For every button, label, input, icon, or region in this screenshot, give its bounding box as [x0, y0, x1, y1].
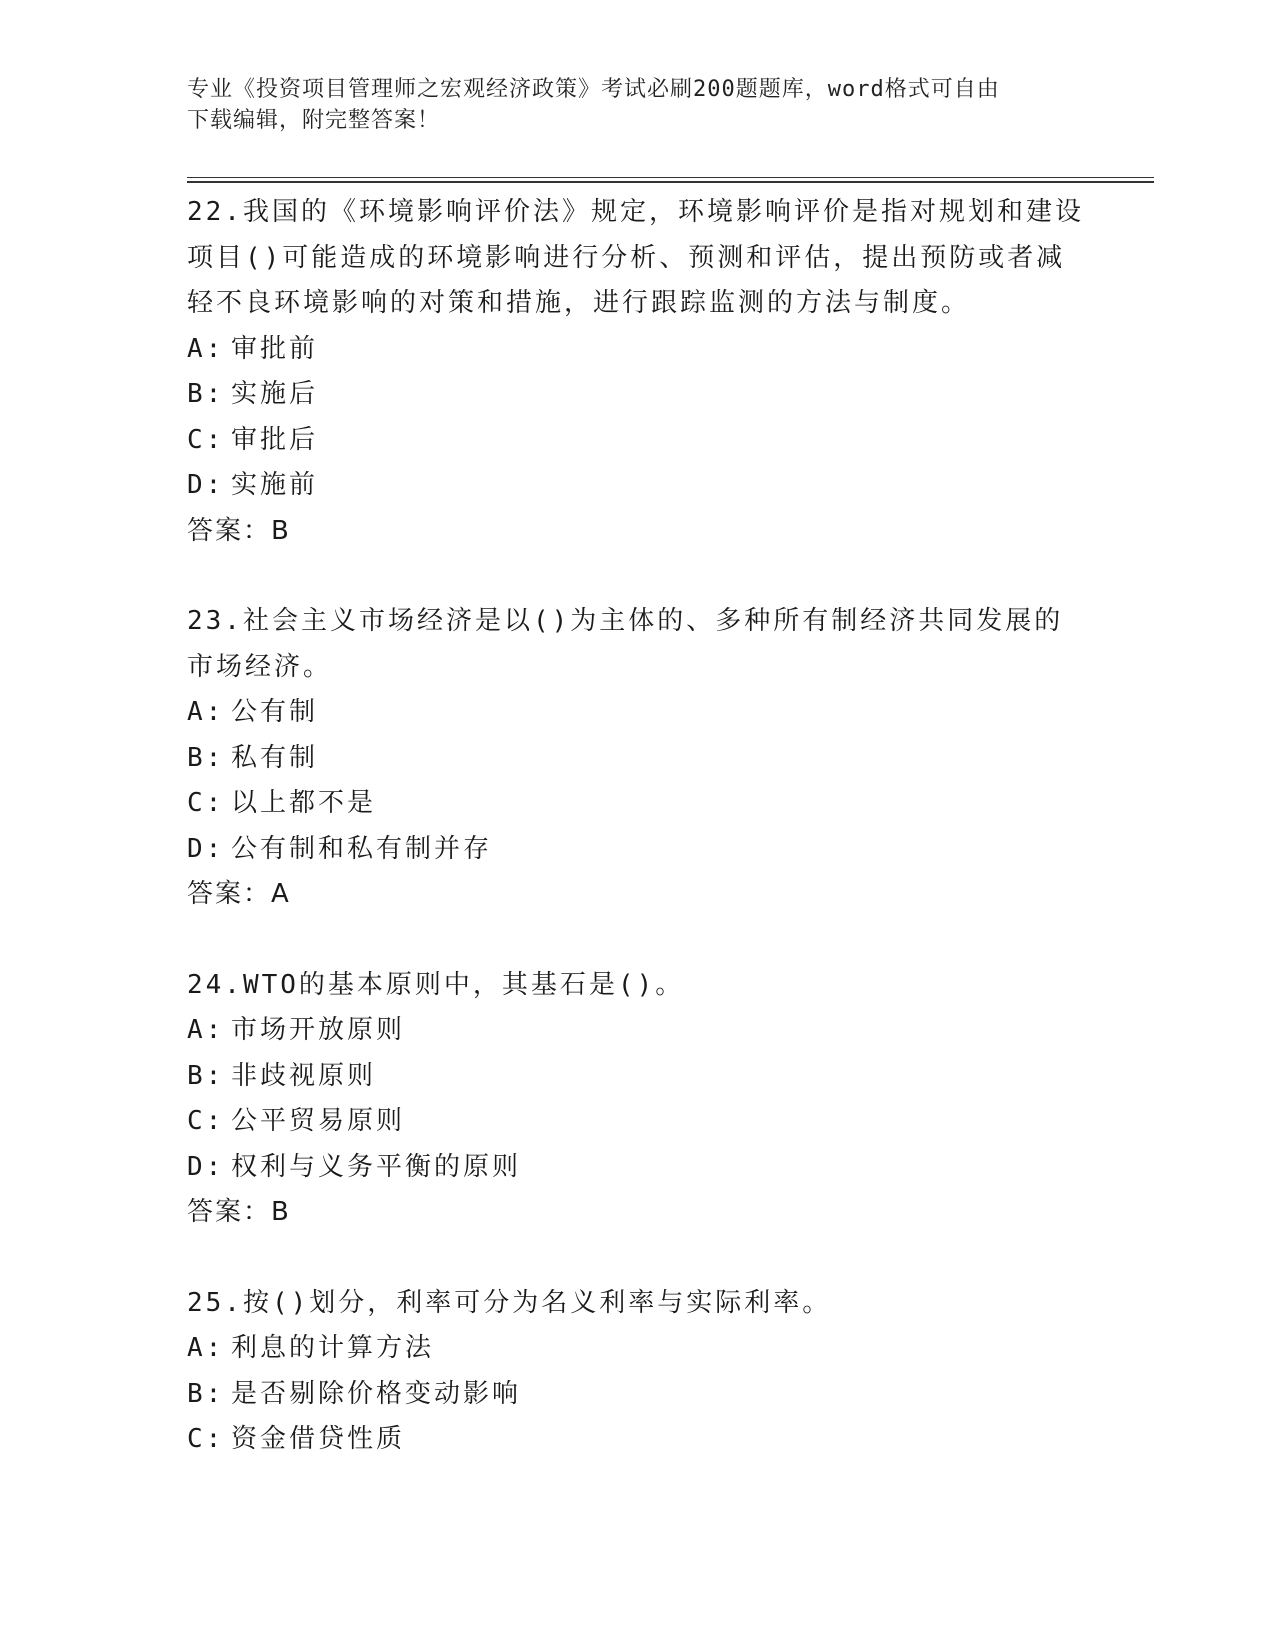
option-text: 权利与义务平衡的原则: [231, 1151, 522, 1182]
document-header: [187, 74, 1067, 136]
option-key: C:: [187, 788, 225, 818]
option-key: A:: [187, 697, 225, 727]
option-text: 是否剔除价格变动影响: [231, 1378, 522, 1409]
option-key: B:: [187, 379, 225, 409]
option-text: 资金借贷性质: [231, 1424, 406, 1454]
question-24: [187, 963, 1087, 1236]
option-key: D:: [187, 833, 225, 864]
option-b: [187, 736, 1087, 782]
option-b: [187, 1372, 1087, 1418]
option-d: [187, 827, 1087, 873]
option-key: B:: [187, 1378, 225, 1409]
question-23: [187, 599, 1087, 918]
option-key: A:: [187, 1015, 225, 1045]
header-line-2: 下载编辑，附完整答案！: [187, 108, 441, 133]
option-text: 以上都不是: [231, 788, 377, 818]
option-text: 审批后: [231, 424, 319, 455]
option-text: 公有制: [231, 697, 319, 727]
option-key: A:: [187, 1333, 225, 1363]
option-text: 利息的计算方法: [231, 1333, 435, 1363]
option-c: [187, 1417, 1087, 1463]
answer-line: 答案：B: [187, 515, 291, 546]
option-a: [187, 327, 1087, 373]
option-text: 实施后: [231, 379, 319, 409]
option-text: 公有制和私有制并存: [231, 833, 493, 864]
option-a: [187, 690, 1087, 736]
option-text: 实施前: [231, 470, 319, 500]
option-c: [187, 781, 1087, 827]
option-c: [187, 1099, 1087, 1145]
option-key: C:: [187, 424, 225, 455]
option-key: D:: [187, 470, 225, 500]
option-text: 私有制: [231, 742, 319, 773]
option-c: [187, 418, 1087, 464]
answer-line: 答案：B: [187, 1197, 291, 1227]
question-25: [187, 1281, 1087, 1463]
option-key: B:: [187, 742, 225, 773]
option-text: 审批前: [231, 333, 319, 364]
answer-line: 答案：A: [187, 879, 291, 909]
question-stem: 23.社会主义市场经济是以()为主体的、多种所有制经济共同发展的市场经济。: [187, 606, 1064, 682]
option-key: A:: [187, 333, 225, 364]
question-22: [187, 190, 1087, 554]
option-text: 市场开放原则: [231, 1015, 406, 1045]
option-b: [187, 372, 1087, 418]
option-key: B:: [187, 1060, 225, 1091]
option-a: [187, 1326, 1087, 1372]
option-text: 非歧视原则: [231, 1060, 377, 1091]
option-a: [187, 1008, 1087, 1054]
question-list: [187, 190, 1087, 1508]
option-key: C:: [187, 1424, 225, 1454]
option-key: D:: [187, 1151, 225, 1182]
option-d: [187, 1145, 1087, 1191]
header-line-1: 专业《投资项目管理师之宏观经济政策》考试必刷200题题库，word格式可自由: [187, 77, 1000, 102]
option-text: 公平贸易原则: [231, 1106, 406, 1136]
option-d: [187, 463, 1087, 509]
option-key: C:: [187, 1106, 225, 1136]
question-stem: 25.按()划分，利率可分为名义利率与实际利率。: [187, 1287, 832, 1318]
header-divider: [187, 177, 1154, 183]
question-stem: 22.我国的《环境影响评价法》规定，环境影响评价是指对规划和建设项目()可能造成的环境影响进行分析、预测和评估，提出预防或者减轻不良环境影响的对策和措施，进行跟踪监测的方法与制度。: [187, 197, 1084, 318]
question-stem: 24.WTO的基本原则中，其基石是()。: [187, 969, 685, 1000]
option-b: [187, 1054, 1087, 1100]
